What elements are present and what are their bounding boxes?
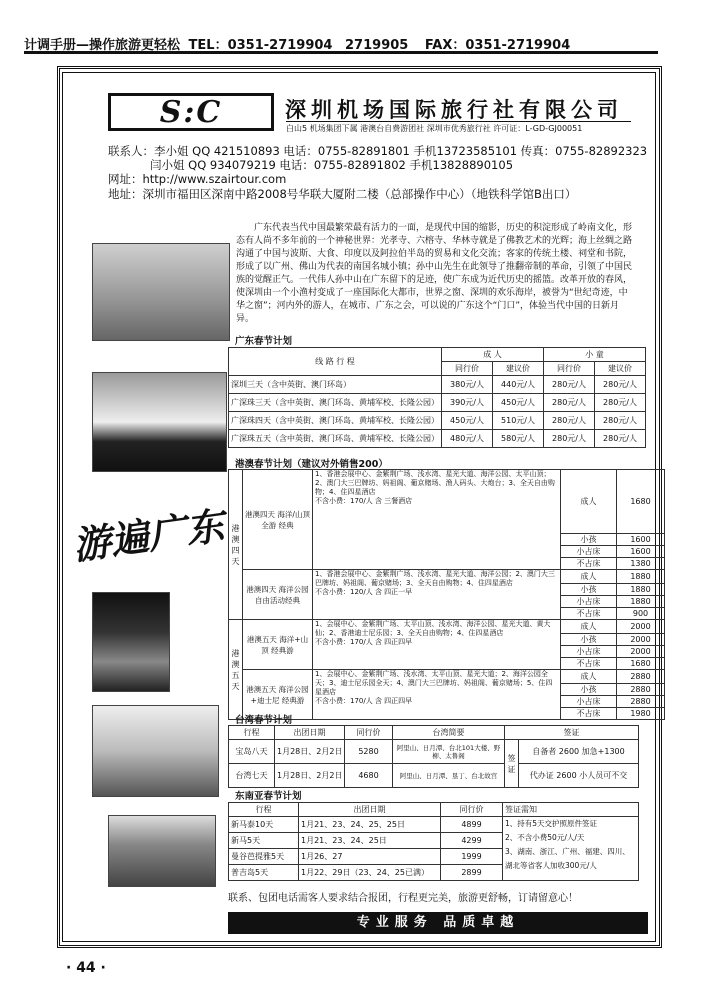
tw-th: 台湾简要 <box>393 726 505 740</box>
header-fax: FAX：0351-2719904 <box>424 38 571 53</box>
hkm-route-note: 不含小费：170/人 含 三餐酒店 <box>315 497 413 505</box>
hkm-route-name: 港澳五天 海洋公园+迪士尼 经典游 <box>243 670 313 720</box>
tw-price: 5280 <box>345 740 393 764</box>
temple-photo <box>92 705 219 797</box>
company-license: 白山5 机场集团下属 港澳台自费游团社 深圳市优秀旅行社 许可证：L-GD-GJ00051 <box>286 121 631 133</box>
tw-th: 同行价 <box>345 726 393 740</box>
sea-note: 1、持有5天交护照原件签证 <box>505 819 598 828</box>
table-row <box>229 376 646 394</box>
price-label: 成人 <box>561 670 617 684</box>
gd-table <box>228 347 646 448</box>
price-label: 小占床 <box>561 646 617 658</box>
gd-route: 广深珠三天（含中英街、澳门环岛、黄埔军校、长隆公园） <box>229 394 442 412</box>
header-title: 计调手册—操作旅游更轻松 <box>24 38 181 53</box>
hkm-route-desc: 1、会展中心、金紫荆广场、浅水湾、太平山顶、星光大道；2、海洋公园全天；3、迪士尼乐园全天；4、澳门大三巴牌坊、妈祖阁、葡京赌场；5、住四星酒店 <box>315 670 553 696</box>
price-value: 1380 <box>617 558 665 570</box>
sea-section-title: 东南亚春节计划 <box>235 791 302 802</box>
price-value: 1600 <box>617 534 665 546</box>
beach-photo <box>92 243 230 341</box>
gd-price: 280元/人 <box>595 430 646 448</box>
sea-dates: 1月22、29日（23、24、25已满） <box>299 865 441 881</box>
gd-price: 450元/人 <box>442 412 493 430</box>
hkm-group-label: 港澳五天 <box>229 620 243 720</box>
gd-price: 280元/人 <box>544 412 595 430</box>
price-value: 2000 <box>617 646 665 658</box>
sea-note: 3、湖南、浙江、广州、福建、四川、湖北等省客人加收300元/人 <box>505 847 630 870</box>
gd-th-peer2: 同行价 <box>544 362 595 376</box>
company-name: 深圳机场国际旅行社有限公司 <box>285 97 623 122</box>
sea-dates: 1月26、27 <box>299 849 441 865</box>
hkm-route-desc: 1、香港会展中心、金紫荆广场、浅水湾、星光大道、海洋公园；2、澳门大三巴牌坊、妈祖阁、葡京赌场；3、全天自由购物；4、住四星酒店 <box>315 570 555 587</box>
tw-th: 出团日期 <box>275 726 345 740</box>
gd-price: 280元/人 <box>595 376 646 394</box>
gd-price: 280元/人 <box>595 412 646 430</box>
price-value: 1880 <box>617 584 665 596</box>
gd-price: 510元/人 <box>493 412 544 430</box>
price-label: 小占床 <box>561 546 617 558</box>
price-value: 1600 <box>617 546 665 558</box>
gd-section-title: 广东春节计划 <box>235 336 293 347</box>
slogan-bar: 专业服务 品质卓越 <box>228 912 648 934</box>
price-value: 1880 <box>617 570 665 584</box>
sea-route: 新马5天 <box>229 833 299 849</box>
tw-th: 签证 <box>505 726 639 740</box>
page-number: · 44 · <box>66 960 106 976</box>
hkm-route-desc: 1、会展中心、金紫荆广场、太平山顶、浅水湾、海洋公园、星光大道、黄大仙；2、香港迪士尼乐园；3、全天自由购物；4、住四星酒店 <box>315 620 551 637</box>
hkm-route-note: 不含小费：170/人 含 四正四早 <box>315 638 413 646</box>
table-row <box>229 764 639 788</box>
tw-price: 4680 <box>345 764 393 788</box>
hkm-section-title: 港澳春节计划（建议对外销售200） <box>235 459 388 470</box>
gd-th-peer: 同行价 <box>442 362 493 376</box>
sea-dates: 1月21、23、24、25、25日 <box>299 817 441 833</box>
table-row <box>229 817 639 833</box>
price-value: 1680 <box>617 658 665 670</box>
hkm-route-name: 港澳四天 海洋/山顶全游 经典 <box>243 470 313 570</box>
bauhinia-photo <box>92 592 170 692</box>
gd-route: 广深珠五天（含中英街、澳门环岛、黄埔军校、长隆公园） <box>229 430 442 448</box>
calligraphy-title: 游遍广东 <box>70 502 227 569</box>
gd-th-retail2: 建议价 <box>595 362 646 376</box>
gd-price: 450元/人 <box>493 394 544 412</box>
contact-line-1: 联系人：李小姐 QQ 421510893 电话：0755-82891801 手机13723585101 传真：0755-82892323 <box>108 144 648 158</box>
sea-price: 1999 <box>441 849 503 865</box>
gd-th-adult: 成 人 <box>442 348 544 362</box>
address-line: 地址：深圳市福田区深南中路2008号华联大厦附二楼（总部操作中心）（地铁科学馆B出口） <box>108 187 577 201</box>
sea-route: 新马泰10天 <box>229 817 299 833</box>
table-row <box>229 394 646 412</box>
gd-route: 深圳三天（含中英街、澳门环岛） <box>229 376 442 394</box>
tw-section-title: 台湾春节计划 <box>235 715 293 726</box>
gd-price: 580元/人 <box>493 430 544 448</box>
tw-th: 行程 <box>229 726 275 740</box>
tw-info: 阿里山、日月潭、台北101大楼、野柳、太鲁阁 <box>393 740 505 764</box>
table-row <box>229 620 665 634</box>
sea-table <box>228 802 639 881</box>
header-tel: TEL：0351-2719904 <box>188 38 333 53</box>
tw-dates: 1月28日、2月2日 <box>275 764 345 788</box>
gd-price: 480元/人 <box>442 430 493 448</box>
hkm-route-note: 不含小费：120/人 含 四正一早 <box>315 588 413 596</box>
gd-price: 280元/人 <box>595 394 646 412</box>
hkm-route-note: 不含小费：170/人 含 四正四早 <box>315 697 413 705</box>
sea-price: 2899 <box>441 865 503 881</box>
hkm-group-label: 港澳四天 <box>229 470 243 620</box>
price-value: 2000 <box>617 620 665 634</box>
price-label: 小孩 <box>561 534 617 546</box>
gd-price: 390元/人 <box>442 394 493 412</box>
price-value: 1880 <box>617 596 665 608</box>
sea-dates: 1月21、23、24、25日 <box>299 833 441 849</box>
sea-th: 签证需知 <box>503 803 639 817</box>
price-value: 900 <box>617 608 665 620</box>
price-value: 2880 <box>617 684 665 696</box>
table-row <box>229 570 665 584</box>
website-line[interactable]: 网址：http://www.szairtour.com <box>108 172 287 186</box>
tw-visa-label: 签证 <box>505 740 519 788</box>
sea-price: 4299 <box>441 833 503 849</box>
gd-th-child: 小 童 <box>544 348 646 362</box>
hkm-table <box>228 469 665 720</box>
price-value: 1980 <box>617 708 665 720</box>
sea-th: 出团日期 <box>299 803 441 817</box>
tw-table <box>228 725 639 788</box>
price-label: 成人 <box>561 570 617 584</box>
page-header <box>24 34 658 54</box>
gd-price: 280元/人 <box>544 376 595 394</box>
hkm-route-desc: 1、香港会展中心、金紫荆广场、浅水湾、星光大道、海洋公园、太平山顶；2、澳门大三巴牌坊、妈祖阁、葡京赌场、渔人码头、大炮台；3、全天自由购物；4、住四星酒店 <box>315 470 555 496</box>
tw-visa: 代办证 2600 小人员可不交 <box>519 764 639 788</box>
gd-price: 280元/人 <box>544 430 595 448</box>
header-tel2: 2719905 <box>345 38 409 53</box>
price-label: 不占床 <box>561 558 617 570</box>
price-label: 小占床 <box>561 596 617 608</box>
hkm-route-name: 港澳四天 海洋公园 自由活动经典 <box>243 570 313 620</box>
intro-paragraph: 广东代表当代中国最繁荣最有活力的一面，是现代中国的缩影，历史的积淀形成了岭南文化，形态有人尚不多年前的一个神秘世界：光孝寺、六榕寺、华林寺就是了佛教艺术的光辉；海上丝绸之路沟通了中国与波斯、大食、印度以及阿拉伯半岛的贸易和文化交流；客家的传统土楼、祠堂和书院，形成了以广州、佛山为代表的南国名城小镇；孙中山先生在此领导了推翻帝制的革命，引领了中国民族的觉醒正气。一代伟人孙中山在广东留下的足迹，使广东成为近代历史的摇篮。改革开放的春风，使深圳由一个小渔村变成了一座国际化大都市，世界之窗、深圳的欢乐海岸，被誉为“世纪奇迹，中华之窗”；河内外的游人，在城市、广东之会，可以说的广东这个“门口”，体验当代中国的日新月异。 <box>236 223 633 324</box>
tw-route: 宝岛八天 <box>229 740 275 764</box>
footer-notice: 联系、包团电话需客人要求结合报团，行程更完美，旅游更舒畅，订请留意心！ <box>228 893 578 904</box>
sea-th: 同行价 <box>441 803 503 817</box>
sea-note: 2、不含小费50元/人/天 <box>505 833 585 842</box>
tw-visa: 自备者 2600 加急+1300 <box>519 740 639 764</box>
gd-price: 440元/人 <box>493 376 544 394</box>
tw-info: 阿里山、日月潭、垦丁、台北故宫 <box>393 764 505 788</box>
table-row <box>229 670 665 684</box>
price-label: 小孩 <box>561 584 617 596</box>
tw-dates: 1月28日、2月2日 <box>275 740 345 764</box>
table-row <box>229 740 639 764</box>
ruins-photo <box>108 815 216 887</box>
price-label: 不占床 <box>561 608 617 620</box>
price-label: 小孩 <box>561 684 617 696</box>
price-value: 2880 <box>617 696 665 708</box>
price-label: 成人 <box>561 620 617 634</box>
gd-th-route: 线 路 行 程 <box>229 348 442 376</box>
gd-th-retail: 建议价 <box>493 362 544 376</box>
price-value: 2000 <box>617 634 665 646</box>
table-row <box>229 430 646 448</box>
hkm-route-name: 港澳五天 海洋+山顶 经典游 <box>243 620 313 670</box>
company-logo: S:C <box>108 93 274 131</box>
price-label: 不占床 <box>561 658 617 670</box>
gd-route: 广深珠四天（含中英街、澳门环岛、黄埔军校、长隆公园） <box>229 412 442 430</box>
sunset-palm-photo <box>92 372 227 472</box>
sea-route: 普吉岛5天 <box>229 865 299 881</box>
gd-price: 280元/人 <box>544 394 595 412</box>
price-value: 1680 <box>617 470 665 534</box>
contact-line-2: 闫小姐 QQ 934079219 电话：0755-82891802 手机13828890105 <box>150 158 514 172</box>
price-label: 小占床 <box>561 696 617 708</box>
price-value: 2880 <box>617 670 665 684</box>
sea-price: 4899 <box>441 817 503 833</box>
table-row <box>229 412 646 430</box>
price-label: 成人 <box>561 470 617 534</box>
sea-route: 曼谷芭提雅5天 <box>229 849 299 865</box>
gd-price: 380元/人 <box>442 376 493 394</box>
table-row <box>229 470 665 534</box>
sea-th: 行程 <box>229 803 299 817</box>
price-label: 小孩 <box>561 634 617 646</box>
tw-route: 台湾七天 <box>229 764 275 788</box>
price-label: 不占床 <box>561 708 617 720</box>
